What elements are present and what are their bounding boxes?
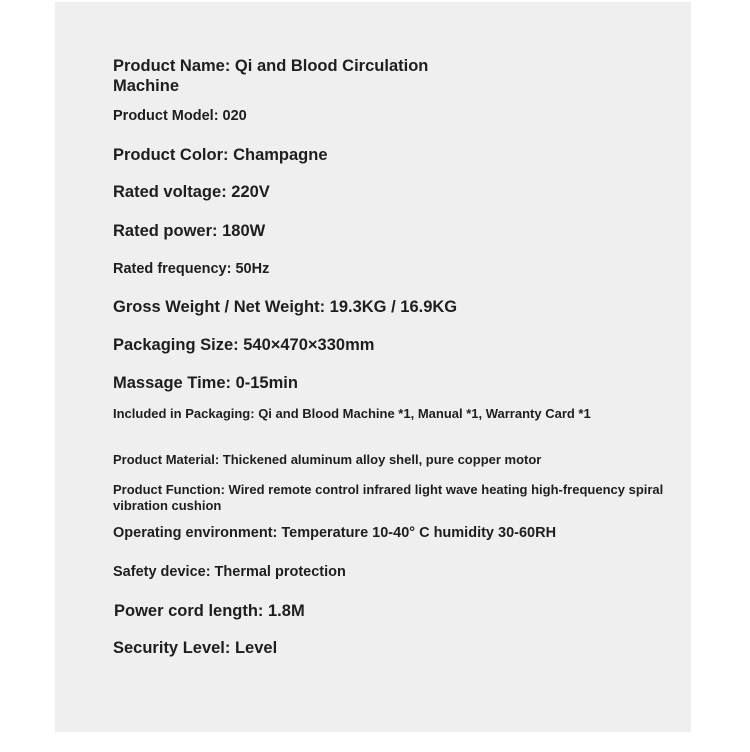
spec-product-color: Product Color: Champagne xyxy=(113,146,328,164)
spec-rated-frequency: Rated frequency: 50Hz xyxy=(113,261,270,277)
spec-security-level: Security Level: Level xyxy=(113,639,278,657)
spec-product-model: Product Model: 020 xyxy=(113,108,247,124)
spec-power-cord-length: Power cord length: 1.8M xyxy=(114,602,305,620)
spec-included-packaging: Included in Packaging: Qi and Blood Machine *1, Manual *1, Warranty Card *1 xyxy=(113,406,591,421)
spec-product-function: Product Function: Wired remote control infrared light wave heating high-frequency spiral vibration cushion xyxy=(113,482,664,513)
spec-operating-environment: Operating environment: Temperature 10-40° C humidity 30-60RH xyxy=(113,525,557,541)
spec-packaging-size: Packaging Size: 540×470×330mm xyxy=(113,336,375,354)
spec-weight: Gross Weight / Net Weight: 19.3KG / 16.9KG xyxy=(113,298,458,316)
spec-massage-time: Massage Time: 0-15min xyxy=(113,374,298,392)
spec-safety-device: Safety device: Thermal protection xyxy=(113,564,346,580)
spec-product-material: Product Material: Thickened aluminum alloy shell, pure copper motor xyxy=(113,452,542,467)
spec-product-name: Product Name: Qi and Blood Circulation Machine xyxy=(113,57,429,95)
spec-rated-power: Rated power: 180W xyxy=(113,222,266,240)
spec-rated-voltage: Rated voltage: 220V xyxy=(113,183,270,201)
